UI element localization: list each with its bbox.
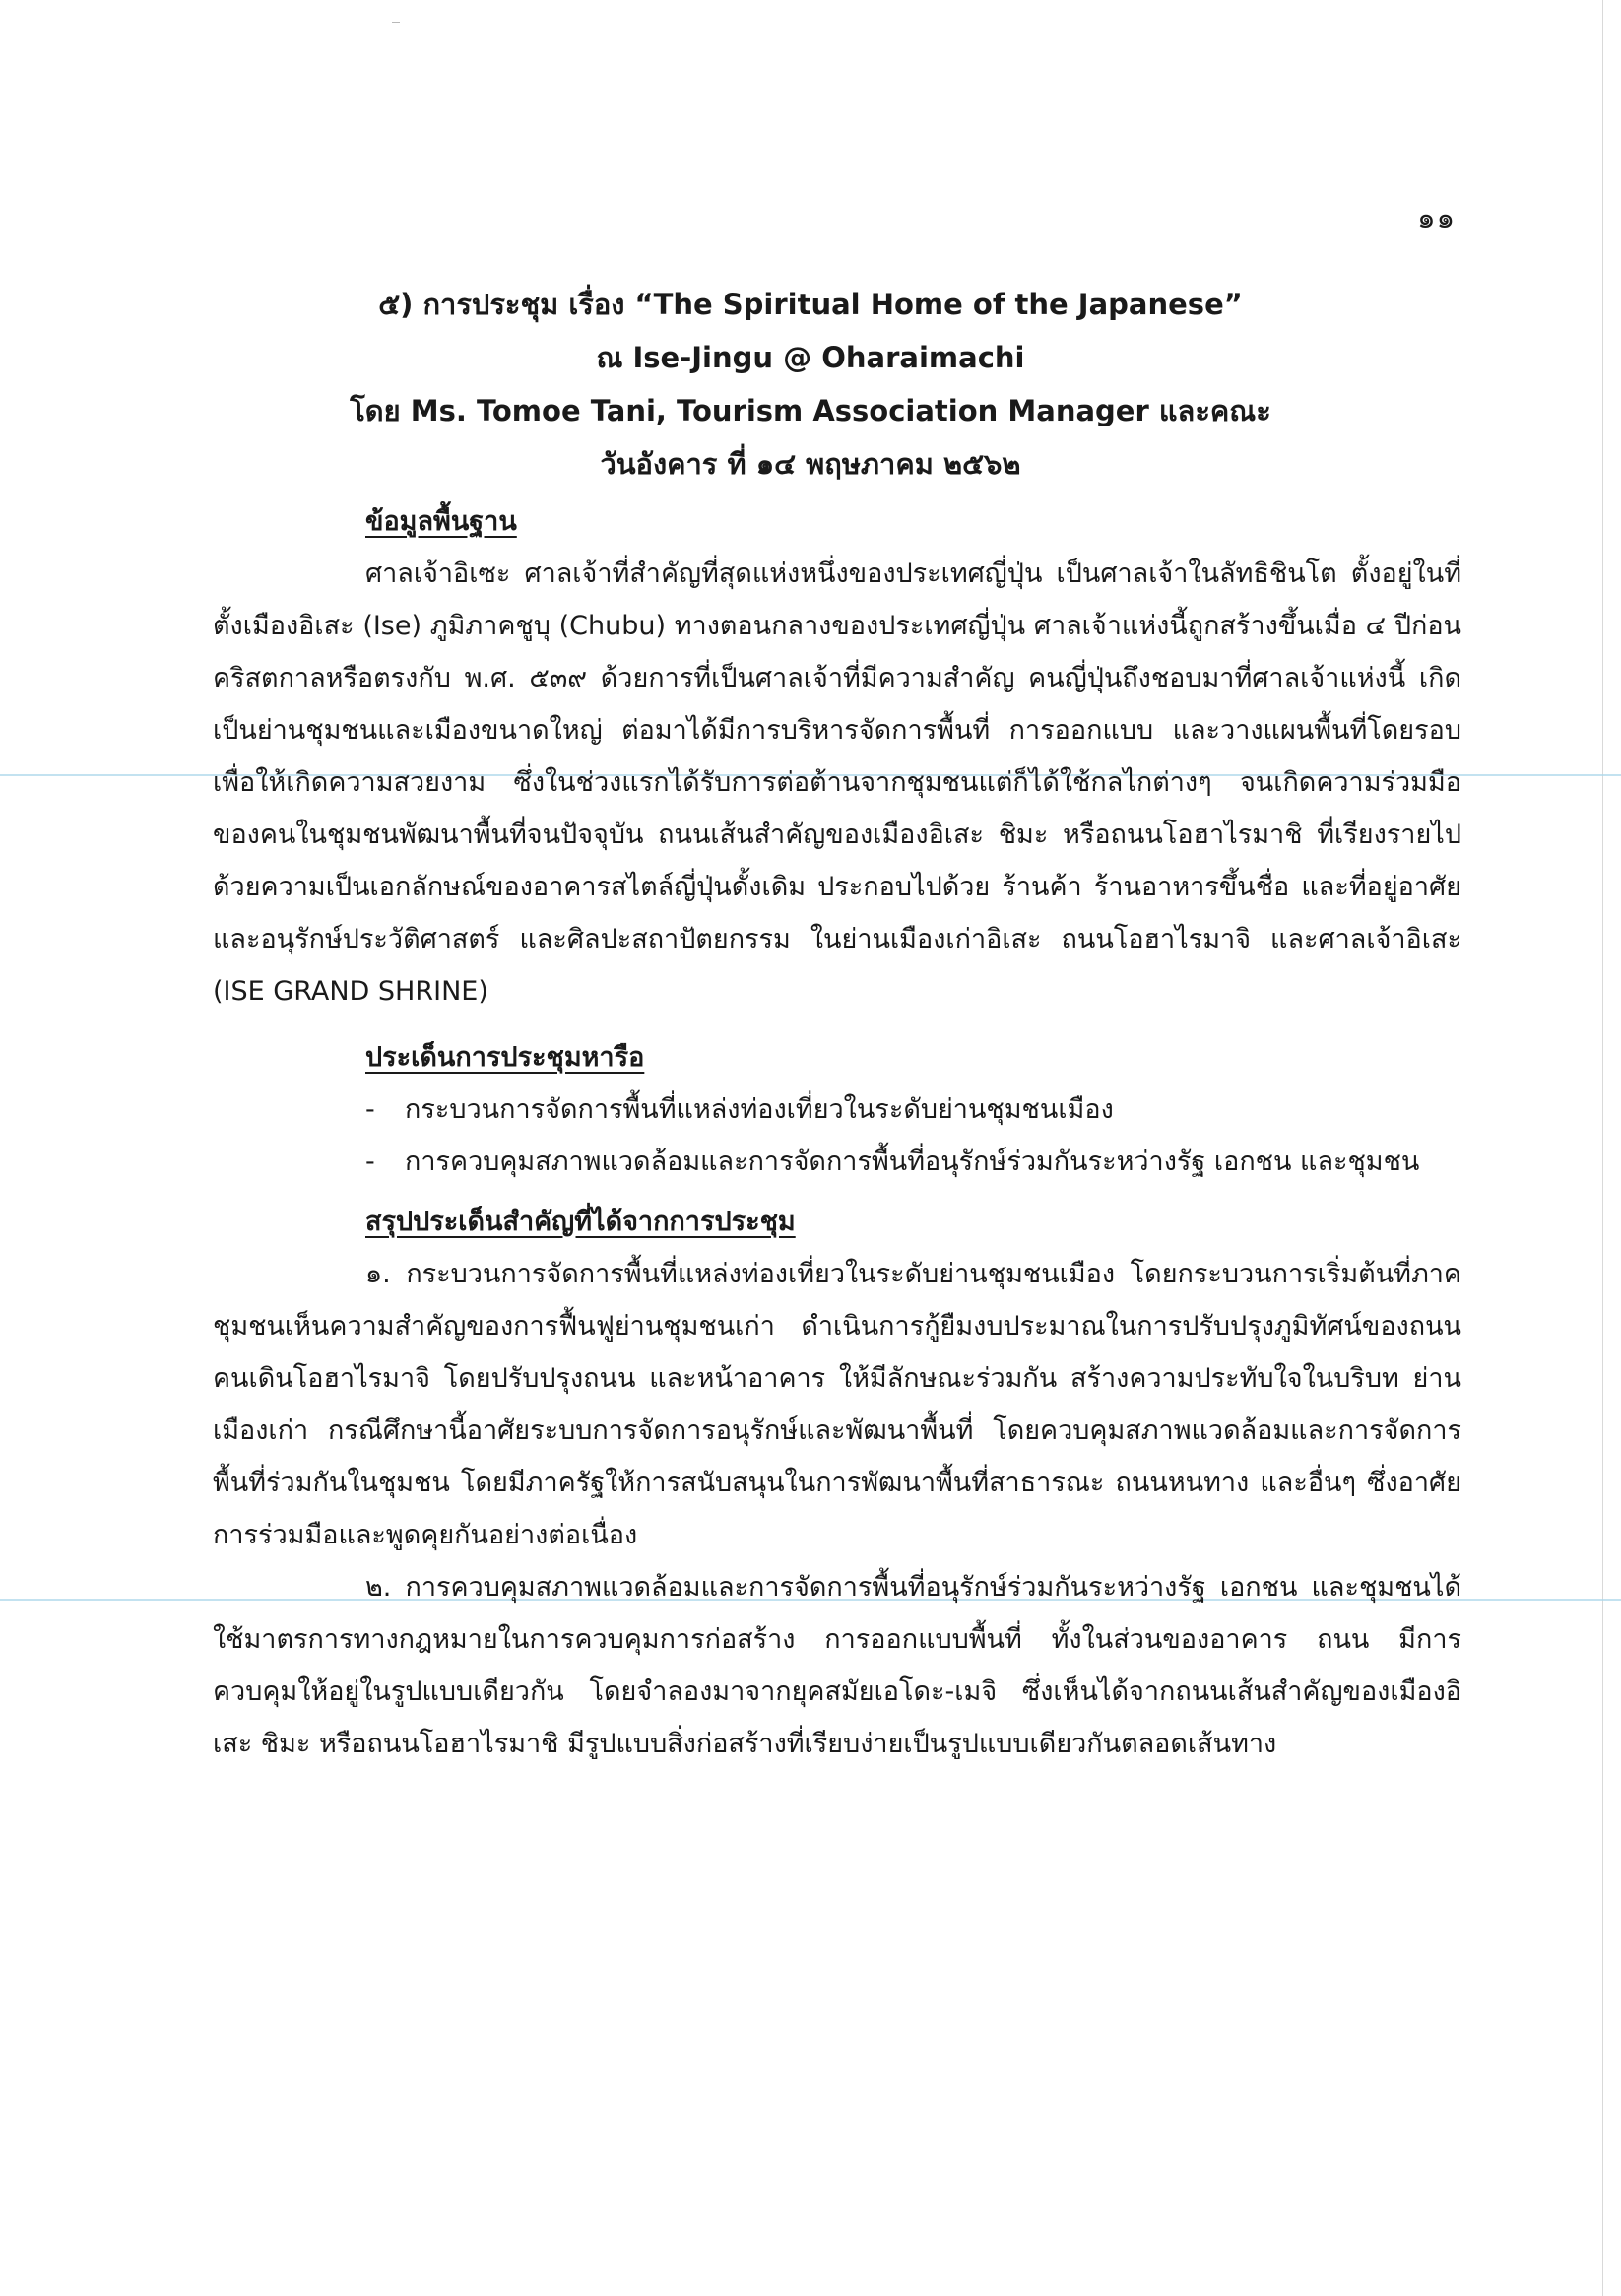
- background-paragraph: ศาลเจ้าอิเซะ ศาลเจ้าที่สำคัญที่สุดแห่งหนึ่งของประเทศญี่ปุ่น เป็นศาลเจ้าในลัทธิชินโต ตั้งอยู่ในที่ตั้งเมืองอิเสะ (Ise) ภูมิภาคชูบุ (Chubu) ทางตอนกลางของประเทศญี่ปุ่น ศาลเจ้าแห่งนี้ถูกสร้างขึ้นเมื่อ ๔ ปีก่อนคริสตกาลหรือตรงกับ พ.ศ. ๕๓๙ ด้วยการที่เป็นศาลเจ้าที่มีความสำคัญ คนญี่ปุ่นถึงชอบมาที่ศาลเจ้าแห่งนี้ เกิดเป็นย่านชุมชนและเมืองขนาดใหญ่ ต่อมาได้มีการบริหารจัดการพื้นที่ การออกแบบ และวางแผนพื้นที่โดยรอบเพื่อให้เกิดความสวยงาม ซึ่งในช่วงแรกได้รับการต่อต้านจากชุมชนแต่ก็ได้ใช้กลไกต่างๆ จนเกิดความร่วมมือของคนในชุมชนพัฒนาพื้นที่จนปัจจุบัน ถนนเส้นสำคัญของเมืองอิเสะ ชิมะ หรือถนนโอฮาไรมาชิ ที่เรียงรายไปด้วยความเป็นเอกลักษณ์ของอาคารสไตล์ญี่ปุ่นดั้งเดิม ประกอบไปด้วย ร้านค้า ร้านอาหารขึ้นชื่อ และที่อยู่อาศัย และอนุรักษ์ประวัติศาสตร์ และศิลปะสถาปัตยกรรม ในย่านเมืองเก่าอิเสะ ถนนโอฮาไรมาจิ และศาลเจ้าอิเสะ (ISE GRAND SHRINE): [213, 558, 1461, 1007]
- title-line-date: วันอังคาร ที่ ๑๔ พฤษภาคม ๒๕๖๒: [600, 447, 1021, 481]
- page-number: ๑๑: [1417, 201, 1456, 234]
- list-item: [365, 1083, 1461, 1136]
- issue-item-1: กระบวนการจัดการพื้นที่แหล่งท่องเที่ยวในระดับย่านชุมชนเมือง: [405, 1094, 1114, 1125]
- title-line-presenter: โดย Ms. Tomoe Tani, Tourism Association Manager และคณะ: [350, 394, 1271, 427]
- page-edge: [1602, 0, 1603, 2296]
- document-body: [213, 495, 1461, 1770]
- bullet-dash: -: [365, 1147, 375, 1177]
- bullet-dash: -: [365, 1094, 375, 1125]
- title-line-venue: ณ Ise-Jingu @ Oharaimachi: [596, 341, 1025, 374]
- issue-item-2: การควบคุมสภาพแวดล้อมและการจัดการพื้นที่อนุรักษ์ร่วมกันระหว่างรัฐ เอกชน และชุมชน: [405, 1147, 1420, 1177]
- title-block: [197, 278, 1424, 491]
- issues-heading: ประเด็นการประชุมหารือ: [365, 1042, 645, 1073]
- summary-point-2: ๒. การควบคุมสภาพแวดล้อมและการจัดการพื้นที่อนุรักษ์ร่วมกันระหว่างรัฐ เอกชน และชุมชนได้ใช้มาตรการทางกฎหมายในการควบคุมการก่อสร้าง การออกแบบพื้นที่ ทั้งในส่วนของอาคาร ถนน มีการควบคุมให้อยู่ในรูปแบบเดียวกัน โดยจำลองมาจากยุคสมัยเอโดะ-เมจิ ซึ่งเห็นได้จากถนนเส้นสำคัญของเมืองอิเสะ ชิมะ หรือถนนโอฮาไรมาชิ มีรูปแบบสิ่งก่อสร้างที่เรียบง่ายเป็นรูปแบบเดียวกันตลอดเส้นทาง: [213, 1572, 1461, 1759]
- title-line-topic: ๕) การประชุม เรื่อง “The Spiritual Home of the Japanese”: [378, 288, 1243, 321]
- issues-list: [213, 1083, 1461, 1188]
- summary-heading: สรุปประเด็นสำคัญที่ได้จากการประชุม: [365, 1207, 796, 1237]
- list-item: [365, 1136, 1461, 1188]
- scan-mark: [392, 22, 400, 23]
- background-heading: ข้อมูลพื้นฐาน: [365, 506, 517, 537]
- summary-point-1: ๑. กระบวนการจัดการพื้นที่แหล่งท่องเที่ยวในระดับย่านชุมชนเมือง โดยกระบวนการเริ่มต้นที่ภาคชุมชนเห็นความสำคัญของการฟื้นฟูย่านชุมชนเก่า ดำเนินการกู้ยืมงบประมาณในการปรับปรุงภูมิทัศน์ของถนนคนเดินโอฮาไรมาจิ โดยปรับปรุงถนน และหน้าอาคาร ให้มีลักษณะร่วมกัน สร้างความประทับใจในบริบท ย่านเมืองเก่า กรณีศึกษานี้อาศัยระบบการจัดการอนุรักษ์และพัฒนาพื้นที่ โดยควบคุมสภาพแวดล้อมและการจัดการพื้นที่ร่วมกันในชุมชน โดยมีภาครัฐให้การสนับสนุนในการพัฒนาพื้นที่สาธารณะ ถนนหนทาง และอื่นๆ ซึ่งอาศัยการร่วมมือและพูดคุยกันอย่างต่อเนื่อง: [213, 1259, 1461, 1550]
